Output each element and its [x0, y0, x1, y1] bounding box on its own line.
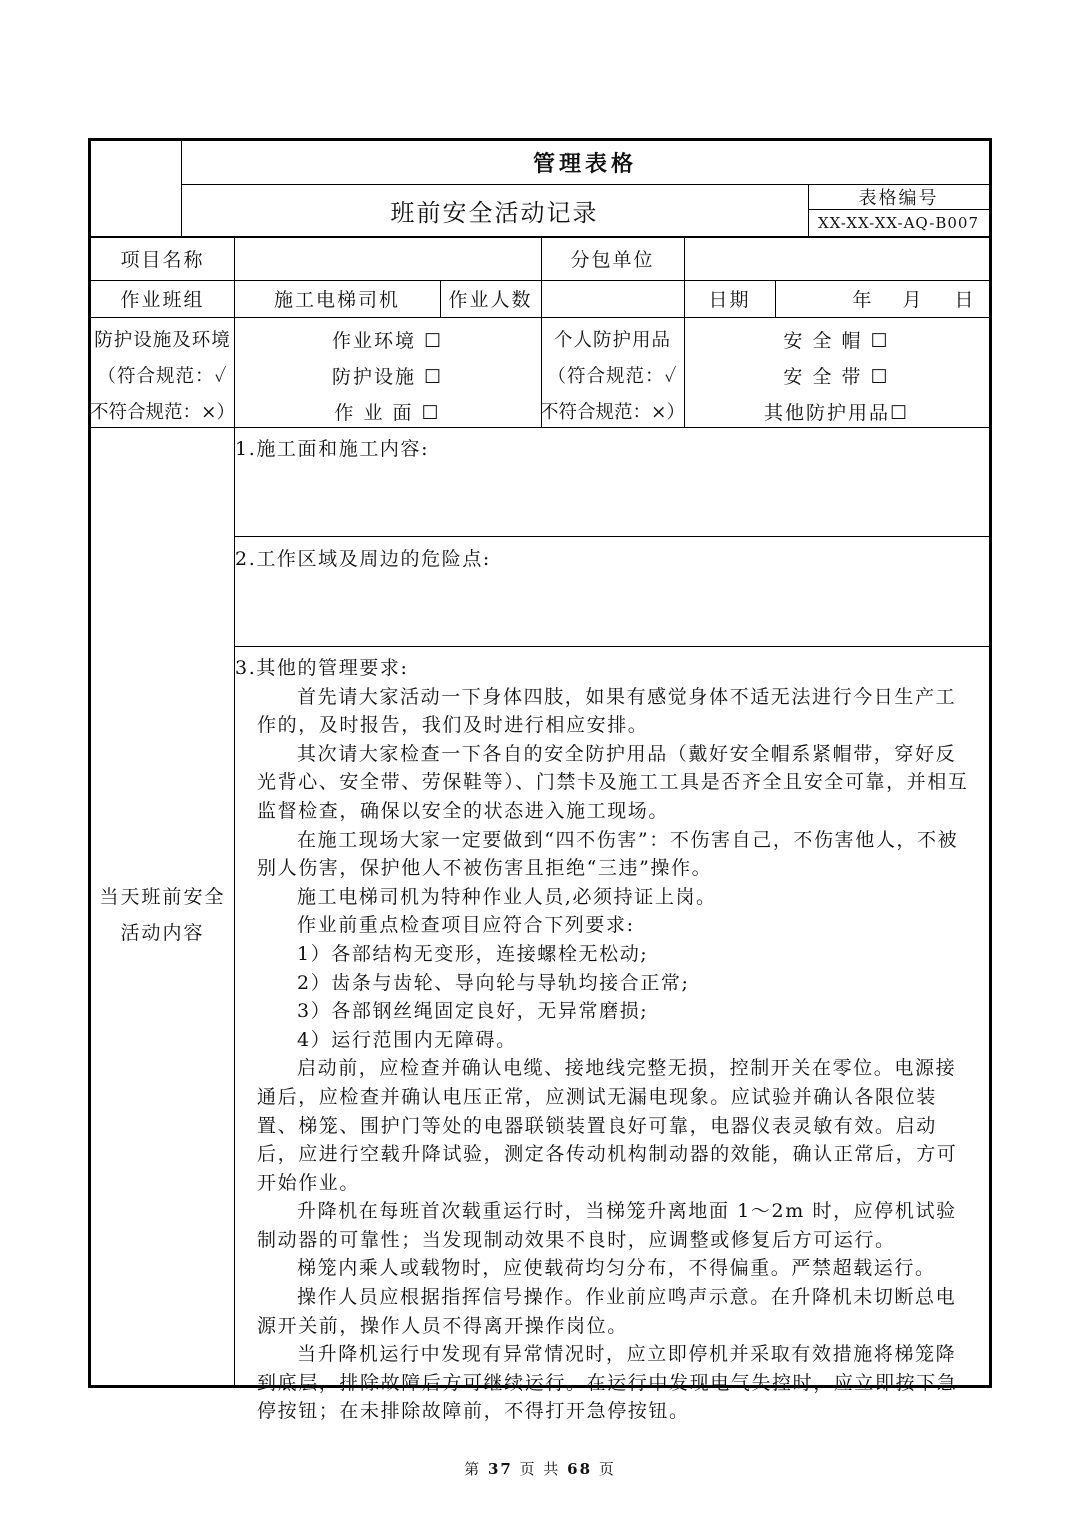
list-item: 2）齿条与齿轮、导向轮与导轨均接合正常; — [297, 971, 690, 994]
form-no-label: 表格编号 — [858, 187, 939, 209]
subcontractor-label: 分包单位 — [570, 249, 655, 271]
date-year: 年 — [852, 289, 874, 311]
paragraph: 升降机在每班首次载重运行时，当梯笼升离地面 1～2m 时，应停机试验制动器的可靠性；当发现制动效果不良时，应调整或修复后方可运行。 — [257, 1200, 957, 1251]
date-label: 日期 — [708, 289, 751, 311]
ppe-label-2: （符合规范：✓ — [547, 366, 678, 387]
date-day: 日 — [954, 289, 976, 311]
date-month: 月 — [902, 289, 924, 311]
footer-mid: 页 共 — [519, 1460, 561, 1478]
date-divider — [775, 280, 776, 317]
team-value[interactable]: 施工电梯司机 — [273, 289, 400, 311]
page-footer — [0, 1458, 1080, 1479]
worker-count-value[interactable] — [541, 280, 684, 317]
paragraph: 当升降机运行中发现有异常情况时，应立即停机并采取有效措施将梯笼降到底层，排除故障后方可继续运行。在运行中发现电气失控时，应立即按下急停按钮；在未排除故障前，不得打开急停按钮。 — [257, 1343, 958, 1423]
activity-label-1: 当天班前安全 — [99, 885, 226, 908]
worker-count-label: 作业人数 — [448, 289, 533, 311]
paragraph: 启动前，应检查并确认电缆、接地线完整无损，控制开关在零位。电源接通后，应检查并确认电压正常，应测试无漏电现象。应试验并确认各限位装置、梯笼、围护门等处的电器联锁装置良好可靠，电器仪表灵敏有效。启动后，应进行空载升降试验，测定各传动机构制动器的效能，确认正常后，方可开始作业。 — [257, 1057, 958, 1194]
ppe-label-3: 不符合规范：×） — [540, 402, 686, 423]
protect-label-3: 不符合规范：×） — [90, 402, 236, 423]
paragraph: 在施工现场大家一定要做到“四不伤害”：不伤害自己，不伤害他人，不被别人伤害，保护他人不被伤害且拒绝“三违”操作。 — [257, 828, 959, 880]
section-3-title: 3.其他的管理要求: — [235, 657, 409, 679]
paragraph: 首先请大家活动一下身体四肢，如果有感觉身体不适无法进行今日生产工作的，及时报告，我们及时进行相应安排。 — [257, 685, 957, 737]
team-label: 作业班组 — [120, 289, 205, 311]
section-2-title: 2.工作区域及周边的危险点: — [235, 548, 491, 570]
check-other-ppe[interactable]: 其他防护用品☐ — [763, 401, 910, 424]
category-title: 管理表格 — [532, 151, 637, 177]
section-1-title: 1.施工面和施工内容: — [235, 438, 430, 460]
paragraph: 作业前重点检查项目应符合下列要求: — [297, 914, 635, 937]
paragraph: 施工电梯司机为特种作业人员,必须持证上岗。 — [297, 885, 717, 908]
ppe-label-1: 个人防护用品 — [553, 330, 671, 351]
paragraph: 操作人员应根据指挥信号操作。作业前应鸣声示意。在升降机未切断总电源开关前，操作人员不得离开操作岗位。 — [257, 1286, 957, 1337]
protect-label-1: 防护设施及环境 — [94, 330, 231, 351]
project-name-label: 项目名称 — [120, 249, 205, 271]
check-work-surface[interactable]: 作 业 面 ☐ — [334, 401, 441, 424]
check-work-environment[interactable]: 作业环境 ☐ — [331, 329, 444, 352]
form-no-value: XX-XX-XX-AQ-B007 — [817, 213, 979, 232]
list-item: 4）运行范围内无障碍。 — [297, 1028, 517, 1051]
form-title: 班前安全活动记录 — [390, 198, 599, 227]
paragraph: 梯笼内乘人或载物时，应使载荷均匀分布，不得偏重。严禁超载运行。 — [297, 1257, 936, 1280]
check-safety-belt[interactable]: 安 全 带 ☐ — [783, 365, 890, 388]
sec2-line — [234, 646, 989, 647]
paragraph: 其次请大家检查一下各自的安全防护用品（戴好安全帽系紧帽带，穿好反光背心、安全带、劳保鞋等）、门禁卡及施工工具是否齐全且安全可靠，并相互监督检查，确保以安全的状态进入施工现场。 — [257, 742, 969, 822]
sec1-line — [234, 536, 989, 537]
project-name-value[interactable] — [234, 237, 541, 280]
subcontractor-value[interactable] — [684, 237, 989, 280]
current-page: 37 — [487, 1460, 513, 1478]
check-protection-facility[interactable]: 防护设施 ☐ — [331, 365, 444, 388]
footer-suffix: 页 — [598, 1460, 616, 1478]
section-3-body — [235, 654, 973, 1426]
activity-label-2: 活动内容 — [120, 921, 205, 944]
check-safety-helmet[interactable]: 安 全 帽 ☐ — [783, 329, 890, 352]
total-pages: 68 — [567, 1460, 593, 1478]
footer-prefix: 第 — [464, 1460, 482, 1478]
protect-label-2: （符合规范：✓ — [97, 366, 228, 387]
form-table — [88, 138, 992, 1423]
list-item: 1）各部结构无变形，连接螺栓无松动; — [297, 942, 649, 965]
row2-line — [91, 317, 989, 318]
list-item: 3）各部钢丝绳固定良好，无异常磨损; — [297, 1000, 649, 1023]
